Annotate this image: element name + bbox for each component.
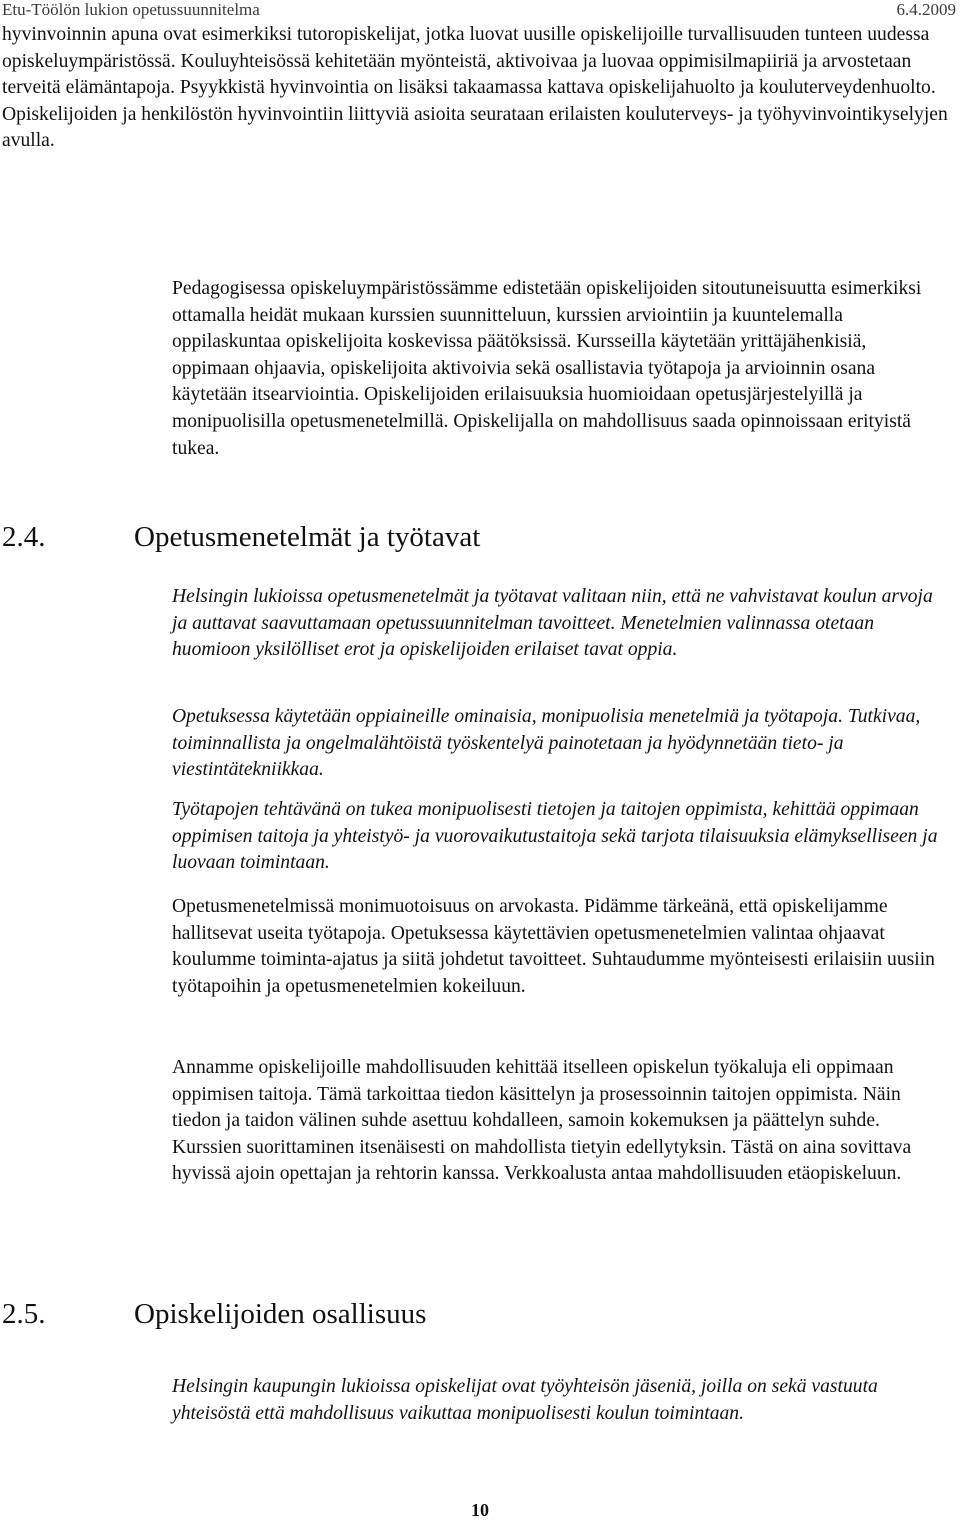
paragraph-methods-purpose: Työtapojen tehtävänä on tukea monipuolisesti tietojen ja taitojen oppimista, kehittää oppimaan oppimisen taitoja ja yhteistyö- ja vuorovaikutustaitoja sekä tarjota tilaisuuksia elämykselliseen ja luovaan toimintaan.: [172, 799, 938, 874]
paragraph-methods-intro: Helsingin lukioissa opetusmenetelmät ja työtavat valitaan niin, että ne vahvistavat koulun arvoja ja auttavat saavuttamaan opetussuunnitelman tavoitteet. Menetelmien valinnassa otetaan huomioon yksilölliset erot ja opiskelijoiden erilaiset tavat oppia.: [172, 586, 933, 661]
section-number: 2.5.: [2, 1298, 46, 1330]
paragraph-pedagogical-environment: Pedagogisessa opiskeluympäristössämme edistetään opiskelijoiden sitoutuneisuutta esimerkiksi ottamalla heidät mukaan kurssien suunnitteluun, kurssien arviointiin ja kuuntelemalla oppilaskuntaa opiskelijoita koskevissa päätöksissä. Kursseilla käytetään yrittäjähenkisiä, oppimaan ohjaavia, opiskelijoita aktivoivia sekä osallistavia työtapoja ja arvioinnin osana käytetään itsearviointia. Opiskelijoiden erilaisuuksia huomioidaan opetusjärjestelyillä ja monipuolisilla opetusmenetelmillä. Opiskelijalla on mahdollisuus saada opinnoissaan erityistä tukea.: [172, 278, 922, 459]
section-title: Opetusmenetelmät ja työtavat: [134, 521, 481, 553]
document-title: Etu-Töölön lukion opetussuunnitelma: [2, 0, 260, 19]
document-date: 6.4.2009: [896, 0, 956, 19]
page-number: 10: [471, 1500, 489, 1520]
paragraph-learning-skills: Annamme opiskelijoille mahdollisuuden kehittää itselleen opiskelun työkaluja eli oppimaan oppimisen taitoja. Tämä tarkoittaa tiedon käsittelyn ja prosessoinnin taitojen oppimista. Näin tiedon ja taidon välinen suhde asettuu kohdalleen, samoin kokemuksen ja päättelyn suhde. Kurssien suorittaminen itsenäisesti on mahdollista tietyin edellytyksin. Tästä on aina sovittava hyvissä ajoin opettajan ja rehtorin kanssa. Verkkoalusta antaa mahdollisuuden etäopiskeluun.: [172, 1057, 912, 1185]
paragraph-methods-school: Opetusmenetelmissä monimuotoisuus on arvokasta. Pidämme tärkeänä, että opiskelijamme hallitsevat useita työtapoja. Opetuksessa käytettävien opetusmenetelmien valintaa ohjaavat koulumme toiminta-ajatus ja siitä johdetut tavoitteet. Suhtaudumme myönteisesti erilaisiin uusiin työtapoihin ja opetusmenetelmien kokeiluun.: [172, 896, 935, 997]
paragraph-wellbeing: hyvinvoinnin apuna ovat esimerkiksi tutoropiskelijat, jotka luovat uusille opiskelijoille turvallisuuden tunteen uudessa opiskeluympäristössä. Kouluyhteisössä kehitetään myönteistä, aktivoivaa ja luovaa oppimisilmapiiriä ja arvostetaan terveitä elämäntapoja. Psyykkistä hyvinvointia on lisäksi takaamassa kattava opiskelijahuolto ja kouluterveydenhuolto. Opiskelijoiden ja henkilöstön hyvinvointiin liittyviä asioita seurataan erilaisten kouluterveys- ja työhyvinvointikyselyjen avulla.: [2, 24, 948, 152]
page-header: [0, 0, 960, 20]
paragraph-methods-variety: Opetuksessa käytetään oppiaineille ominaisia, monipuolisia menetelmiä ja työtapoja. Tutkivaa, toiminnallista ja ongelmalähtöistä työskentelyä painotetaan ja hyödynnetään tieto- ja viestintätekniikkaa.: [172, 706, 921, 781]
paragraph-participation: Helsingin kaupungin lukioissa opiskelijat ovat työyhteisön jäseniä, joilla on sekä vastuuta yhteisöstä että mahdollisuus vaikuttaa monipuolisesti koulun toimintaan.: [172, 1376, 878, 1424]
section-title: Opiskelijoiden osallisuus: [134, 1298, 427, 1330]
section-number: 2.4.: [2, 521, 46, 553]
